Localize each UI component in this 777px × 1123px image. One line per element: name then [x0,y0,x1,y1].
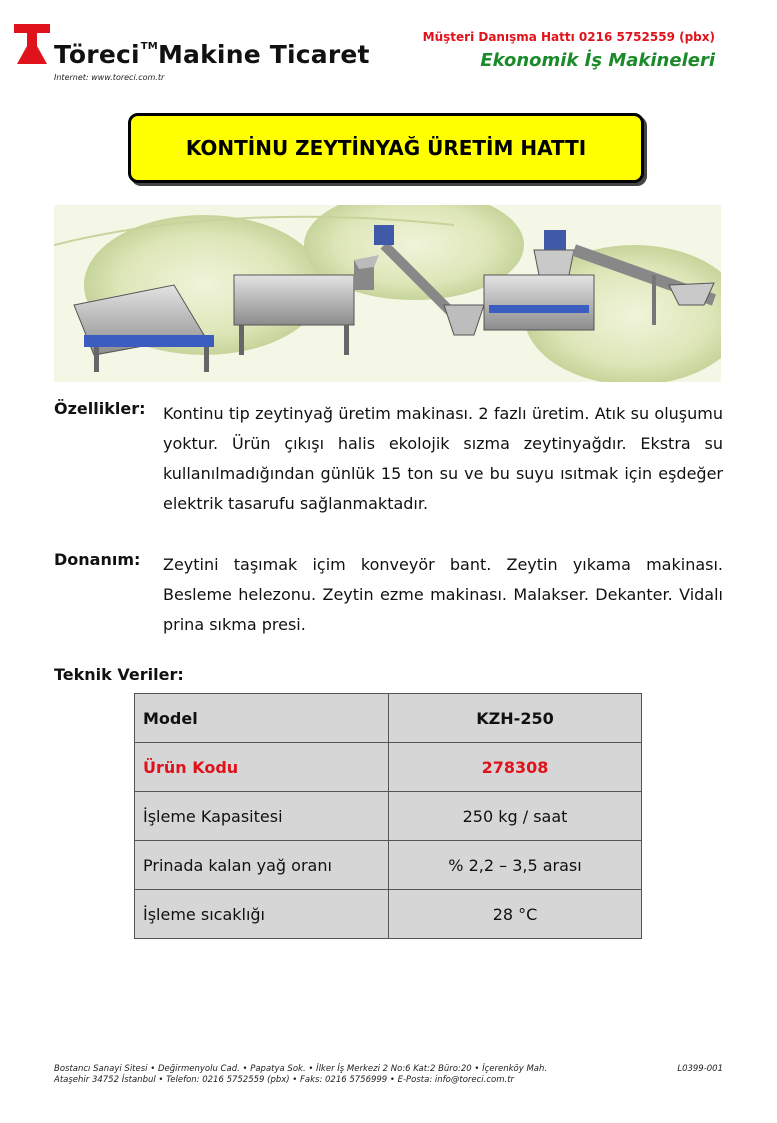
footer-line-1: Bostancı Sanayi Sitesi • Değirmenyolu Cad. • Papatya Sok. • İlker İş Merkezi 2 No:6 Kat:2 Büro:20 • İçerenköy Mah. [54,1064,548,1074]
production-line-photo [54,205,721,382]
document-code: L0399-001 [677,1064,723,1074]
spec-key: İşleme sıcaklığı [135,890,389,939]
features-label: Özellikler: [54,399,146,418]
company-name [54,40,370,69]
spec-value: % 2,2 – 3,5 arası [389,841,642,890]
spec-key: İşleme Kapasitesi [135,792,389,841]
footer-line-2: Ataşehir 34752 İstanbul • Telefon: 0216 5752559 (pbx) • Faks: 0216 5756999 • E-Posta: info@toreci.com.tr [54,1075,515,1085]
spec-value: KZH-250 [389,694,642,743]
spec-value: 28 °C [389,890,642,939]
customer-hotline: Müşteri Danışma Hattı 0216 5752559 (pbx) [422,30,715,44]
spec-key: Model [135,694,389,743]
spec-key: Ürün Kodu [135,743,389,792]
table-row [135,694,642,743]
website-text: Internet: www.toreci.com.tr [54,73,165,82]
table-row [135,890,642,939]
spec-key: Prinada kalan yağ oranı [135,841,389,890]
spec-value: 250 kg / saat [389,792,642,841]
page-title: KONTİNU ZEYTİNYAĞ ÜRETİM HATTI [128,113,644,183]
table-row [135,841,642,890]
trademark-symbol: TM [140,41,158,52]
company-slogan: Ekonomik İş Makineleri [480,50,715,71]
table-row [135,792,642,841]
spec-value: 278308 [389,743,642,792]
specs-table [134,693,642,939]
features-text: Kontinu tip zeytinyağ üretim makinası. 2 fazlı üretim. Atık su oluşumu yoktur. Ürün çıkışı halis ekolojik sızma zeytinyağdır. Ekstra su kullanılmadığından günlük 15 ton su ve bu suyu ısıtmak için eşdeğer elektrik tasarufu sağlanmaktadır. [163,404,723,513]
footer-address [54,1064,724,1086]
table-row [135,743,642,792]
equipment-label: Donanım: [54,550,141,569]
technical-label: Teknik Veriler: [54,665,184,684]
brand-rest: Makine Ticaret [157,40,370,69]
equipment-text: Zeytini taşımak içim konveyör bant. Zeytin yıkama makinası. Besleme helezonu. Zeytin ezme makinası. Malakser. Dekanter. Vidalı prina sıkma presi. [163,555,723,634]
toreci-logo [14,24,50,64]
brand-name: Töreci [54,40,140,69]
